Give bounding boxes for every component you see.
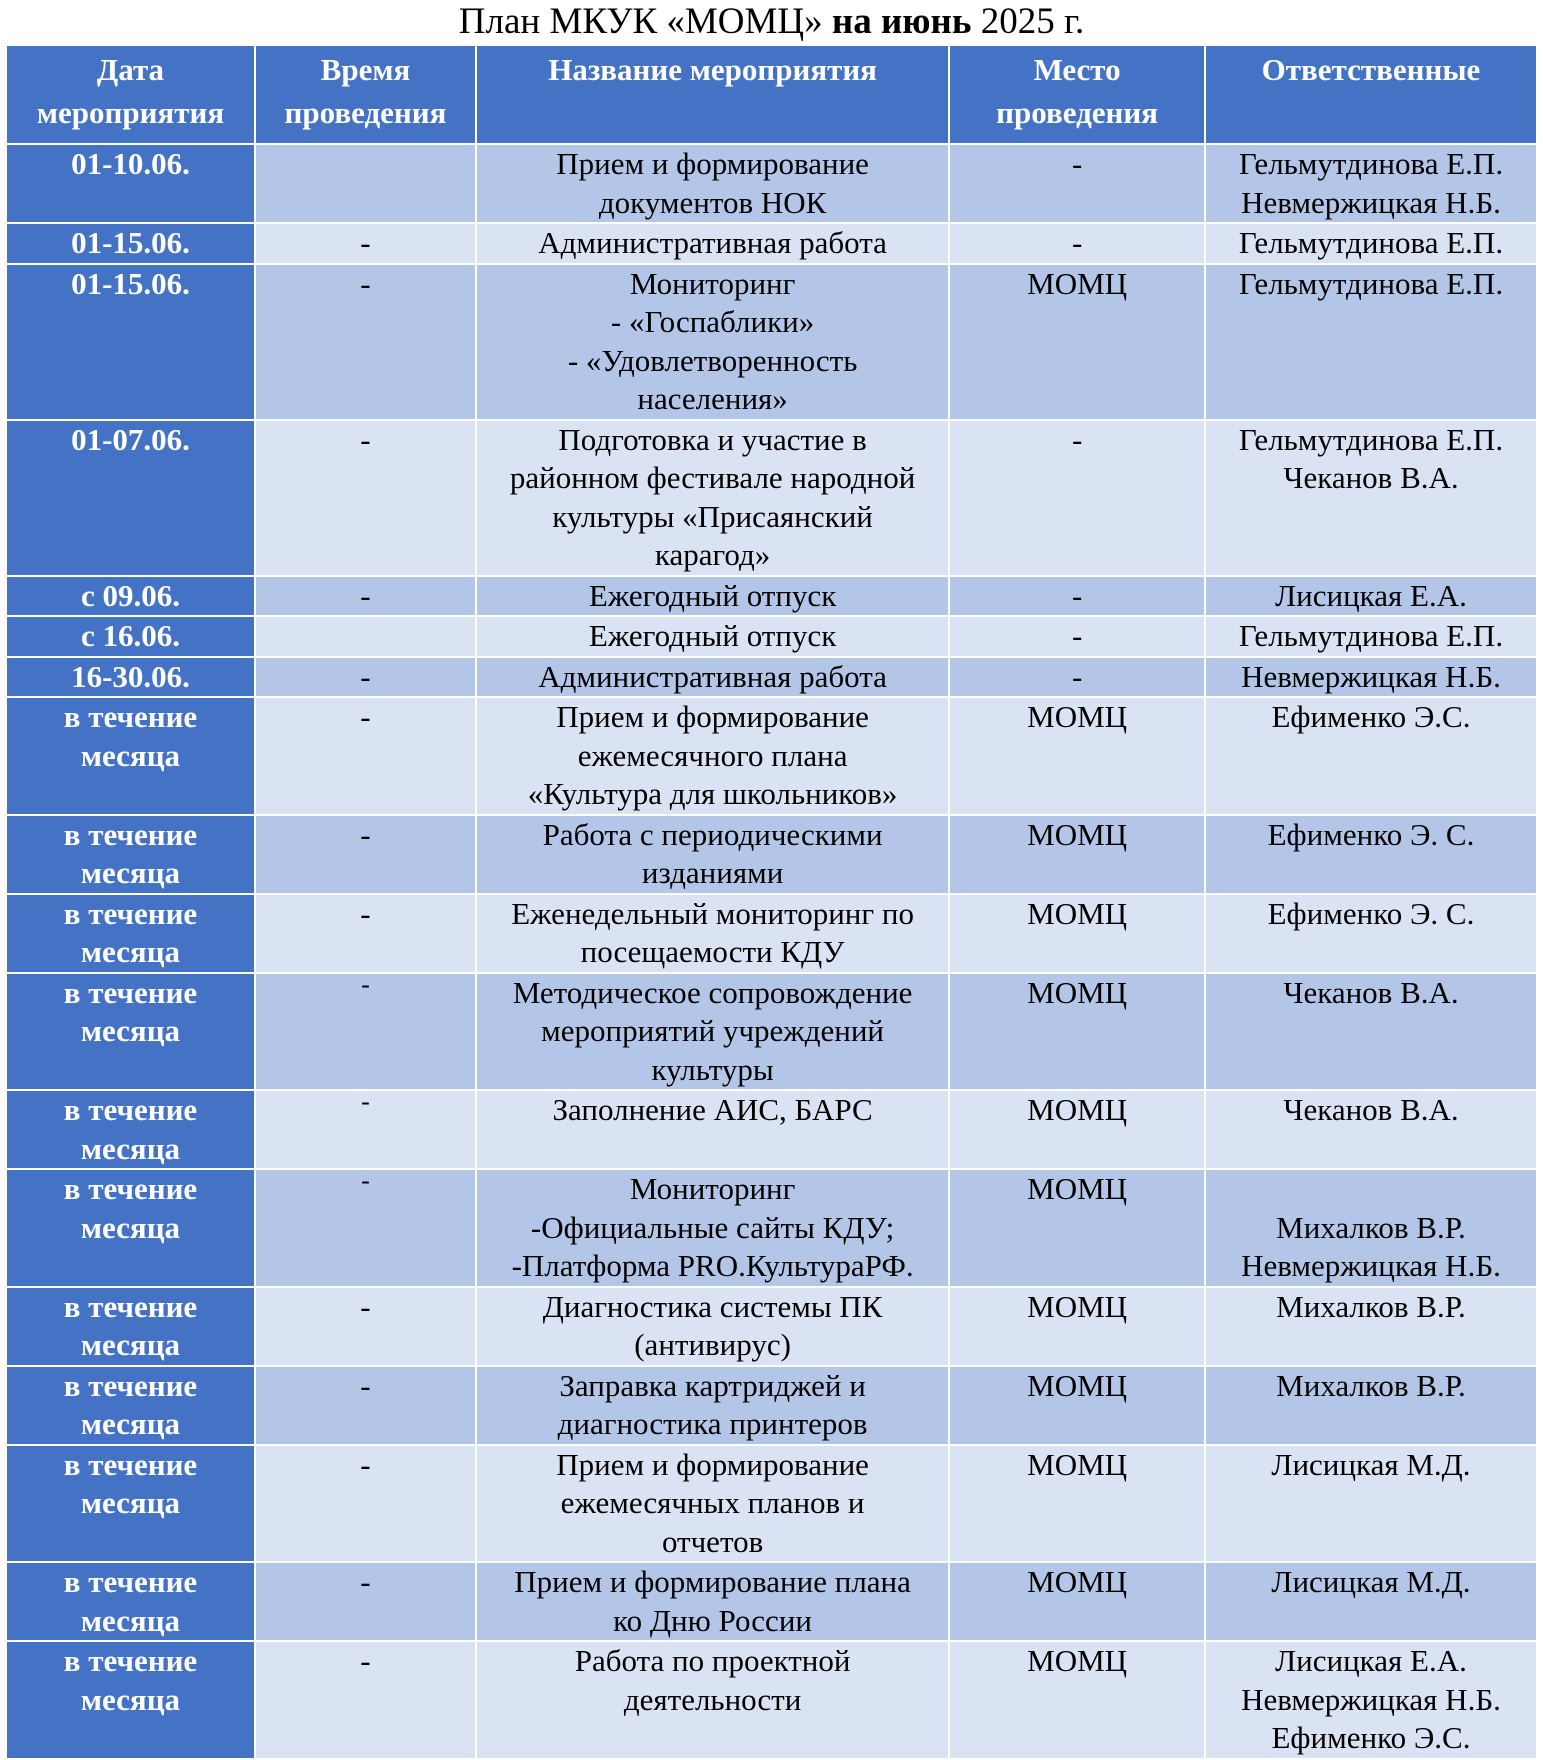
cell-line: мероприятий учреждений [541, 1013, 885, 1048]
place-value: - [1071, 146, 1083, 181]
cell-line: Ответственные [1261, 52, 1481, 87]
table-header-row [6, 45, 1537, 144]
cell-line: Работа по проектной [574, 1643, 851, 1678]
time-value: - [360, 1643, 371, 1678]
cell-line: Название мероприятия [548, 52, 877, 87]
cell-date [6, 616, 255, 657]
cell-line: Ефименко Э. С. [1267, 816, 1475, 852]
cell-time [255, 1090, 476, 1169]
cell-time [255, 264, 476, 420]
cell-place [949, 616, 1205, 657]
place-value: МОМЦ [1027, 1288, 1128, 1324]
cell-line: Михалков В.Р. [1276, 1288, 1466, 1324]
cell-place [949, 1366, 1205, 1445]
cell-line: (антивирус) [634, 1327, 791, 1362]
cell-event-name [476, 264, 949, 420]
cell-line: деятельности [623, 1681, 802, 1717]
cell-time [255, 894, 476, 973]
time-value: - [360, 1367, 371, 1403]
cell-line: месяца [80, 1013, 181, 1048]
cell-line: Прием и формирование [556, 699, 869, 734]
cell-responsible [1205, 1090, 1537, 1169]
place-value: - [1071, 577, 1083, 613]
cell-event-name [476, 894, 949, 973]
cell-line: Лисицкая Е.А. [1275, 1643, 1467, 1678]
cell-line: Гельмутдинова Е.П. [1238, 146, 1504, 181]
cell-time [255, 697, 476, 815]
cell-line: в течение [63, 1446, 198, 1482]
cell-date [6, 576, 255, 617]
cell-event-name [476, 657, 949, 698]
cell-line: Административная работа [538, 225, 887, 260]
cell-event-name [476, 1169, 949, 1287]
cell-place [949, 1562, 1205, 1641]
cell-line: в течение [63, 1564, 198, 1599]
table-row [6, 973, 1537, 1091]
cell-responsible [1205, 697, 1537, 815]
cell-time [255, 973, 476, 1091]
cell-line: в течение [63, 816, 198, 852]
place-value: МОМЦ [1027, 816, 1128, 852]
title-part-3: 2025 г. [971, 1, 1085, 42]
place-value: МОМЦ [1027, 1564, 1128, 1599]
cell-place [949, 223, 1205, 264]
header-name [476, 45, 949, 144]
cell-place [949, 420, 1205, 576]
cell-line: Невмержицкая Н.Б. [1241, 184, 1501, 220]
table-row [6, 1366, 1537, 1445]
cell-line: посещаемости КДУ [580, 934, 845, 969]
cell-line: месяца [80, 1602, 181, 1638]
table-row [6, 1287, 1537, 1366]
cell-line: культуры [651, 1051, 774, 1087]
cell-line: отчетов [661, 1523, 764, 1559]
cell-event-name [476, 616, 949, 657]
cell-line: месяца [80, 1406, 181, 1441]
cell-line: Административная работа [538, 658, 887, 694]
place-value: МОМЦ [1027, 1171, 1128, 1206]
cell-line: месяца [80, 737, 181, 773]
cell-line: Лисицкая Е.А. [1275, 577, 1467, 613]
cell-date [6, 144, 255, 223]
cell-event-name [476, 223, 949, 264]
cell-place [949, 894, 1205, 973]
cell-line: Прием и формирование плана [514, 1564, 911, 1599]
header-date [6, 45, 255, 144]
cell-date [6, 1445, 255, 1563]
cell-line: ежемесячных планов и [560, 1485, 865, 1520]
document-title [0, 0, 1543, 44]
table-row [6, 657, 1537, 698]
place-value: МОМЦ [1027, 895, 1128, 931]
cell-line: в течение [63, 699, 198, 734]
cell-line: Время [320, 52, 411, 87]
cell-place [949, 973, 1205, 1091]
cell-line: Гельмутдинова Е.П. [1238, 618, 1504, 653]
cell-event-name [476, 144, 949, 223]
cell-responsible [1205, 616, 1537, 657]
place-value: МОМЦ [1027, 1643, 1128, 1678]
cell-date [6, 1562, 255, 1641]
cell-place [949, 657, 1205, 698]
plan-table [5, 44, 1538, 1760]
cell-line: Прием и формирование [556, 146, 869, 181]
cell-line: - «Удовлетворенность [567, 342, 858, 378]
cell-line: диагностика принтеров [557, 1406, 868, 1441]
cell-line: в течение [63, 1367, 198, 1403]
time-value: - [361, 1090, 370, 1116]
cell-line: месяца [80, 1681, 181, 1717]
cell-line: проведения [996, 95, 1159, 130]
cell-line: Мониторинг [629, 265, 796, 301]
cell-line: ежемесячного плана [577, 737, 848, 773]
cell-date [6, 657, 255, 698]
cell-line: 01-15.06. [71, 225, 190, 260]
cell-line: Ефименко Э.С. [1271, 699, 1471, 734]
cell-line: - «Госпаблики» [610, 304, 815, 339]
cell-line: Ежегодный отпуск [588, 618, 837, 653]
cell-line: месяца [80, 1485, 181, 1520]
cell-line: Прием и формирование [556, 1446, 869, 1482]
cell-line: Лисицкая М.Д. [1271, 1564, 1471, 1599]
cell-line: Заправка картриджей и [559, 1367, 866, 1403]
cell-line: Гельмутдинова Е.П. [1238, 421, 1504, 457]
cell-time [255, 223, 476, 264]
cell-line: Невмержицкая Н.Б. [1241, 1248, 1501, 1283]
cell-line: изданиями [641, 855, 784, 890]
cell-line: 01-10.06. [71, 146, 190, 181]
cell-line: культуры «Присаянский [552, 498, 873, 534]
cell-date [6, 973, 255, 1091]
cell-responsible [1205, 1562, 1537, 1641]
title-part-1: План МКУК «МОМЦ» [458, 1, 832, 42]
cell-date [6, 1090, 255, 1169]
cell-event-name [476, 1641, 949, 1759]
cell-time [255, 576, 476, 617]
cell-line: мероприятия [36, 95, 225, 130]
time-value: - [360, 225, 371, 260]
cell-place [949, 815, 1205, 894]
cell-line: 01-07.06. [71, 421, 190, 457]
cell-event-name [476, 1090, 949, 1169]
cell-time [255, 1562, 476, 1641]
cell-line: в течение [63, 895, 198, 931]
time-value: - [360, 1288, 371, 1324]
cell-line: Чеканов В.А. [1283, 974, 1459, 1010]
time-value: - [360, 1446, 371, 1482]
cell-place [949, 264, 1205, 420]
cell-line: в течение [63, 1092, 198, 1127]
place-value: МОМЦ [1027, 1446, 1128, 1482]
cell-line: районном фестивале народной [509, 460, 916, 495]
cell-responsible [1205, 576, 1537, 617]
cell-place [949, 697, 1205, 815]
cell-place [949, 144, 1205, 223]
cell-responsible [1205, 1366, 1537, 1445]
cell-place [949, 1090, 1205, 1169]
cell-line: Чеканов В.А. [1283, 460, 1459, 495]
cell-line: -Платформа PRO.КультураРФ. [511, 1248, 914, 1283]
cell-line: с 09.06. [80, 577, 180, 613]
cell-line: Михалков В.Р. [1276, 1209, 1466, 1245]
cell-responsible [1205, 1169, 1537, 1287]
title-part-bold: на июнь [831, 1, 972, 42]
cell-line: Ежегодный отпуск [588, 577, 837, 613]
place-value: - [1071, 421, 1083, 457]
cell-line: Работа с периодическими [542, 816, 883, 852]
cell-line: ко Дню России [613, 1602, 812, 1638]
cell-date [6, 1641, 255, 1759]
table-row [6, 420, 1537, 576]
cell-line: Невмержицкая Н.Б. [1241, 658, 1501, 694]
cell-time [255, 420, 476, 576]
cell-line: в течение [63, 1643, 198, 1678]
header-time [255, 45, 476, 144]
table-row [6, 223, 1537, 264]
table-body [6, 144, 1537, 1759]
cell-place [949, 576, 1205, 617]
cell-line: документов НОК [598, 184, 827, 220]
table-row [6, 894, 1537, 973]
cell-time [255, 657, 476, 698]
cell-line [1212, 1170, 1530, 1209]
cell-responsible [1205, 894, 1537, 973]
time-value: - [360, 1564, 371, 1599]
time-value: - [361, 972, 370, 999]
table-row [6, 1090, 1537, 1169]
cell-line: Гельмутдинова Е.П. [1238, 265, 1504, 301]
place-value: - [1071, 658, 1083, 694]
table-row [6, 1445, 1537, 1563]
cell-line: Заполнение АИС, БАРС [552, 1092, 873, 1127]
cell-time [255, 1169, 476, 1287]
cell-line: «Культура для школьников» [527, 776, 898, 811]
cell-time [255, 1366, 476, 1445]
cell-event-name [476, 576, 949, 617]
cell-event-name [476, 1562, 949, 1641]
cell-event-name [476, 815, 949, 894]
place-value: - [1071, 225, 1083, 260]
cell-line: Место [1033, 52, 1121, 87]
cell-time [255, 1445, 476, 1563]
cell-line: Чеканов В.А. [1283, 1092, 1459, 1127]
cell-line: населения» [637, 381, 788, 416]
place-value: МОМЦ [1027, 699, 1128, 734]
cell-line: Диагностика системы ПК [542, 1288, 883, 1324]
cell-responsible [1205, 973, 1537, 1091]
time-value: - [360, 895, 371, 931]
cell-date [6, 815, 255, 894]
cell-line: в течение [63, 974, 198, 1010]
cell-date [6, 1287, 255, 1366]
header-responsible [1205, 45, 1537, 144]
cell-date [6, 264, 255, 420]
cell-date [6, 1366, 255, 1445]
time-value: - [360, 658, 371, 694]
cell-event-name [476, 420, 949, 576]
time-value: - [360, 577, 371, 613]
cell-place [949, 1641, 1205, 1759]
table-row [6, 1562, 1537, 1641]
cell-responsible [1205, 1641, 1537, 1759]
cell-line: Михалков В.Р. [1276, 1367, 1466, 1403]
time-value: - [360, 816, 371, 852]
cell-responsible [1205, 264, 1537, 420]
cell-line: месяца [80, 1327, 181, 1362]
cell-line: Ефименко Э.С. [1271, 1720, 1471, 1755]
cell-date [6, 223, 255, 264]
time-value: - [360, 699, 371, 734]
table-row [6, 1641, 1537, 1759]
cell-line: Еженедельный мониторинг по [511, 895, 914, 931]
cell-line: Невмержицкая Н.Б. [1241, 1681, 1501, 1717]
cell-responsible [1205, 1445, 1537, 1563]
cell-line: месяца [80, 855, 181, 890]
cell-time [255, 144, 476, 223]
cell-line: -Официальные сайты КДУ; [530, 1209, 895, 1245]
cell-line: в течение [63, 1171, 198, 1206]
cell-date [6, 894, 255, 973]
cell-line: Гельмутдинова Е.П. [1238, 225, 1504, 260]
table-row [6, 616, 1537, 657]
place-value: - [1071, 618, 1083, 653]
cell-line: Мониторинг [629, 1171, 796, 1206]
cell-line: Дата [96, 52, 165, 87]
place-value: МОМЦ [1027, 974, 1128, 1010]
time-value: - [360, 265, 371, 301]
cell-line: 01-15.06. [71, 265, 190, 301]
table-row [6, 144, 1537, 223]
cell-line: 16-30.06. [71, 658, 190, 694]
cell-time [255, 616, 476, 657]
cell-line: Подготовка и участие в [558, 421, 867, 457]
table-row [6, 1169, 1537, 1287]
cell-line: месяца [80, 1130, 181, 1166]
cell-responsible [1205, 223, 1537, 264]
table-row [6, 697, 1537, 815]
cell-responsible [1205, 144, 1537, 223]
place-value: МОМЦ [1027, 1367, 1128, 1403]
cell-time [255, 1287, 476, 1366]
cell-time [255, 1641, 476, 1759]
cell-date [6, 420, 255, 576]
cell-responsible [1205, 815, 1537, 894]
cell-date [6, 1169, 255, 1287]
header-place [949, 45, 1205, 144]
cell-date [6, 697, 255, 815]
time-value: - [361, 1169, 370, 1195]
table-row [6, 264, 1537, 420]
cell-line: с 16.06. [80, 618, 180, 653]
cell-place [949, 1445, 1205, 1563]
cell-event-name [476, 1287, 949, 1366]
cell-time [255, 815, 476, 894]
cell-line: проведения [284, 95, 447, 130]
cell-line: Ефименко Э. С. [1267, 895, 1475, 931]
table-row [6, 815, 1537, 894]
cell-line: месяца [80, 1209, 181, 1245]
cell-line: Лисицкая М.Д. [1271, 1446, 1471, 1482]
cell-place [949, 1169, 1205, 1287]
cell-responsible [1205, 657, 1537, 698]
place-value: МОМЦ [1027, 1092, 1128, 1127]
table-row [6, 576, 1537, 617]
cell-line: месяца [80, 934, 181, 969]
cell-event-name [476, 973, 949, 1091]
cell-place [949, 1287, 1205, 1366]
place-value: МОМЦ [1027, 265, 1128, 301]
cell-line: карагод» [654, 537, 771, 572]
cell-responsible [1205, 420, 1537, 576]
cell-event-name [476, 1366, 949, 1445]
cell-line: в течение [63, 1288, 198, 1324]
time-value: - [360, 421, 371, 457]
cell-responsible [1205, 1287, 1537, 1366]
cell-line: Методическое сопровождение [512, 974, 913, 1010]
cell-event-name [476, 1445, 949, 1563]
cell-event-name [476, 697, 949, 815]
